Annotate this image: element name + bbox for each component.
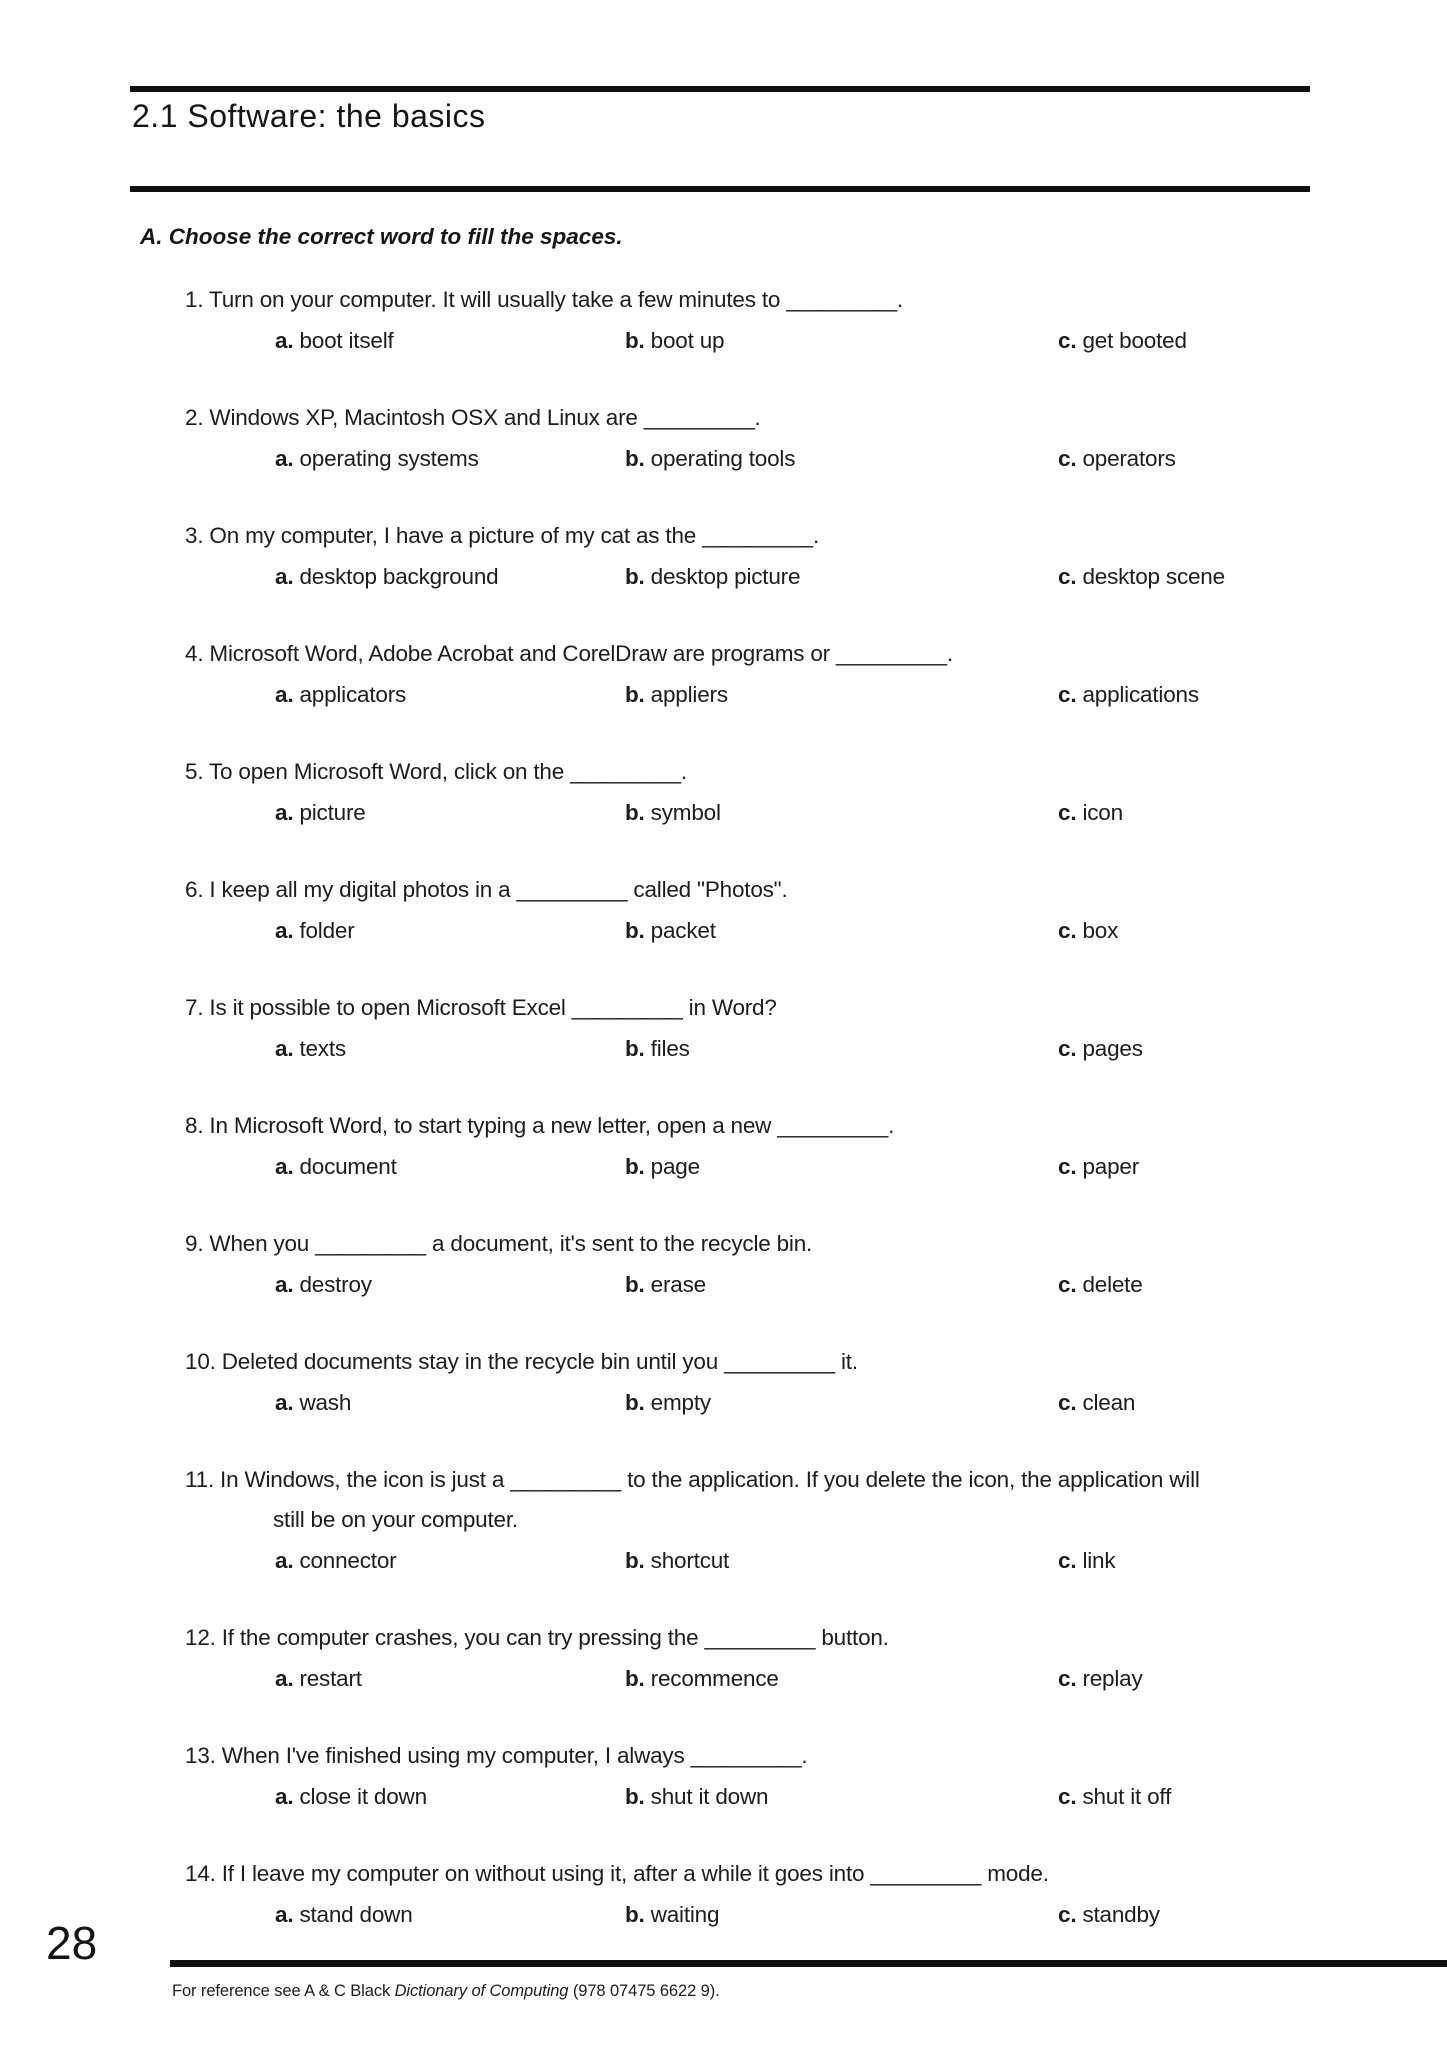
option-c — [1058, 1034, 1143, 1064]
option-b-label: desktop picture — [650, 564, 801, 589]
option-c-label: replay — [1082, 1666, 1143, 1691]
option-a-label: stand down — [299, 1902, 413, 1927]
option-b-letter: b. — [625, 1036, 645, 1061]
question-item — [185, 1229, 1380, 1347]
question-line-1: 3. On my computer, I have a picture of my cat as the _________. — [185, 523, 820, 548]
option-c — [1058, 680, 1199, 710]
option-a-letter: a. — [275, 328, 294, 353]
option-b-letter: b. — [625, 918, 645, 943]
option-b-label: page — [650, 1154, 700, 1179]
bottom-rule — [170, 1960, 1447, 1967]
question-item — [185, 639, 1380, 757]
option-c-letter: c. — [1058, 1390, 1077, 1415]
option-b-letter: b. — [625, 1666, 645, 1691]
option-a-letter: a. — [275, 1036, 294, 1061]
option-c — [1058, 798, 1123, 828]
title-underline-rule — [130, 186, 1310, 192]
option-b — [625, 1900, 719, 1930]
question-line-1: 6. I keep all my digital photos in a _________ called "Photos". — [185, 877, 788, 902]
question-text — [185, 1347, 1380, 1377]
answer-options — [185, 1152, 1380, 1182]
option-c-label: shut it off — [1082, 1784, 1172, 1809]
answer-options — [185, 1270, 1380, 1300]
option-c-label: box — [1082, 918, 1119, 943]
option-c — [1058, 1388, 1135, 1418]
option-b-label: empty — [650, 1390, 711, 1415]
footer-book-title: Dictionary of Computing — [394, 1982, 569, 2000]
option-a — [275, 1034, 346, 1064]
option-a — [275, 1900, 413, 1930]
answer-options — [185, 444, 1380, 474]
option-c-letter: c. — [1058, 328, 1077, 353]
question-text — [185, 639, 1380, 669]
option-a-letter: a. — [275, 1272, 294, 1297]
answer-options — [185, 1782, 1380, 1812]
option-b — [625, 1034, 690, 1064]
option-a-label: applicators — [299, 682, 407, 707]
question-text — [185, 1111, 1380, 1141]
answer-options — [185, 1546, 1380, 1576]
option-b — [625, 916, 716, 946]
footer-text-prefix: For reference see A & C Black — [172, 1982, 395, 2000]
question-line-1: 7. Is it possible to open Microsoft Excel _________ in Word? — [185, 995, 777, 1020]
option-b — [625, 1664, 779, 1694]
question-item — [185, 521, 1380, 639]
option-c-letter: c. — [1058, 918, 1077, 943]
question-text — [185, 757, 1380, 787]
answer-options — [185, 326, 1380, 356]
option-b-label: shortcut — [650, 1548, 730, 1573]
answer-options — [185, 916, 1380, 946]
option-a-letter: a. — [275, 918, 294, 943]
page-title: 2.1 Software: the basics — [132, 98, 486, 134]
question-line-1: 4. Microsoft Word, Adobe Acrobat and CorelDraw are programs or _________. — [185, 641, 953, 666]
option-c-label: pages — [1082, 1036, 1143, 1061]
option-b — [625, 1388, 711, 1418]
question-item — [185, 285, 1380, 403]
option-c-letter: c. — [1058, 446, 1077, 471]
option-a-letter: a. — [275, 564, 294, 589]
question-text — [185, 285, 1380, 315]
question-text — [185, 875, 1380, 905]
question-line-1: 5. To open Microsoft Word, click on the _________. — [185, 759, 687, 784]
answer-options — [185, 1388, 1380, 1418]
option-b-letter: b. — [625, 1272, 645, 1297]
option-b-letter: b. — [625, 800, 645, 825]
option-b-letter: b. — [625, 1390, 645, 1415]
option-a — [275, 444, 479, 474]
option-c — [1058, 916, 1118, 946]
option-a-label: document — [299, 1154, 397, 1179]
option-b — [625, 1546, 729, 1576]
option-a — [275, 1546, 396, 1576]
question-text — [185, 1229, 1380, 1259]
option-a-letter: a. — [275, 1154, 294, 1179]
option-b-label: operating tools — [650, 446, 796, 471]
option-c — [1058, 1664, 1143, 1694]
question-text — [185, 1741, 1380, 1771]
option-a-letter: a. — [275, 1548, 294, 1573]
option-c-label: get booted — [1082, 328, 1187, 353]
option-b — [625, 444, 795, 474]
option-b-label: erase — [650, 1272, 706, 1297]
option-b — [625, 1782, 768, 1812]
option-b-label: packet — [650, 918, 716, 943]
option-c-letter: c. — [1058, 1784, 1077, 1809]
option-a-letter: a. — [275, 446, 294, 471]
option-b — [625, 562, 800, 592]
page-number: 28 — [46, 1917, 98, 1969]
question-line-2: still be on your computer. — [273, 1507, 518, 1532]
answer-options — [185, 680, 1380, 710]
question-line-1: 9. When you _________ a document, it's sent to the recycle bin. — [185, 1231, 813, 1256]
option-a — [275, 680, 406, 710]
answer-options — [185, 798, 1380, 828]
option-c-label: applications — [1082, 682, 1199, 707]
option-c-label: paper — [1082, 1154, 1139, 1179]
option-c — [1058, 444, 1176, 474]
answer-options — [185, 1034, 1380, 1064]
question-text — [185, 1465, 1380, 1535]
question-item — [185, 993, 1380, 1111]
option-b — [625, 1270, 706, 1300]
top-rule — [130, 86, 1310, 92]
question-text — [185, 1623, 1380, 1653]
option-a — [275, 1664, 362, 1694]
option-a-letter: a. — [275, 1666, 294, 1691]
question-item — [185, 1111, 1380, 1229]
option-a — [275, 798, 366, 828]
option-b-label: recommence — [650, 1666, 779, 1691]
option-b-label: files — [650, 1036, 690, 1061]
option-a — [275, 916, 355, 946]
question-item — [185, 403, 1380, 521]
option-b-letter: b. — [625, 1548, 645, 1573]
question-text — [185, 403, 1380, 433]
footer-text-suffix: (978 07475 6622 9). — [568, 1982, 720, 2000]
option-a-label: operating systems — [299, 446, 479, 471]
question-text — [185, 993, 1380, 1023]
section-heading: A. Choose the correct word to fill the spaces. — [140, 224, 623, 249]
option-a-label: close it down — [299, 1784, 427, 1809]
option-a-label: connector — [299, 1548, 397, 1573]
option-a-letter: a. — [275, 1902, 294, 1927]
question-line-1: 12. If the computer crashes, you can try pressing the _________ button. — [185, 1625, 889, 1650]
question-item — [185, 1623, 1380, 1741]
question-line-1: 1. Turn on your computer. It will usually take a few minutes to _________. — [185, 287, 904, 312]
option-a-label: picture — [299, 800, 366, 825]
option-a — [275, 326, 394, 356]
option-c-letter: c. — [1058, 1154, 1077, 1179]
option-c-letter: c. — [1058, 564, 1077, 589]
option-c-letter: c. — [1058, 800, 1077, 825]
question-list — [185, 285, 1380, 1977]
option-c — [1058, 562, 1225, 592]
option-b-letter: b. — [625, 328, 645, 353]
option-c-label: link — [1082, 1548, 1116, 1573]
option-a-letter: a. — [275, 1390, 294, 1415]
option-c — [1058, 1152, 1139, 1182]
option-a — [275, 1782, 427, 1812]
question-line-1: 2. Windows XP, Macintosh OSX and Linux are _________. — [185, 405, 761, 430]
option-b-letter: b. — [625, 446, 645, 471]
question-item — [185, 1347, 1380, 1465]
option-c-letter: c. — [1058, 682, 1077, 707]
option-b-letter: b. — [625, 1784, 645, 1809]
option-c — [1058, 1546, 1115, 1576]
option-b — [625, 680, 728, 710]
answer-options — [185, 1900, 1380, 1930]
option-c-letter: c. — [1058, 1902, 1077, 1927]
question-text — [185, 1859, 1380, 1889]
option-b-letter: b. — [625, 564, 645, 589]
question-line-1: 14. If I leave my computer on without using it, after a while it goes into _________ mode. — [185, 1861, 1049, 1886]
option-c-label: operators — [1082, 446, 1176, 471]
option-b-label: shut it down — [650, 1784, 769, 1809]
question-line-1: 11. In Windows, the icon is just a _________ to the application. If you delete the icon, the application will — [185, 1467, 1200, 1492]
footer-reference — [172, 1982, 720, 2001]
option-c — [1058, 1900, 1160, 1930]
option-a-letter: a. — [275, 682, 294, 707]
option-b — [625, 1152, 700, 1182]
option-a-label: wash — [299, 1390, 352, 1415]
answer-options — [185, 562, 1380, 592]
question-item — [185, 1741, 1380, 1859]
option-a — [275, 1152, 397, 1182]
option-a-label: restart — [299, 1666, 362, 1691]
option-a-letter: a. — [275, 800, 294, 825]
option-c-label: clean — [1082, 1390, 1136, 1415]
option-a — [275, 1270, 372, 1300]
option-b-letter: b. — [625, 1154, 645, 1179]
option-c-letter: c. — [1058, 1036, 1077, 1061]
option-a-label: boot itself — [299, 328, 394, 353]
option-b — [625, 326, 724, 356]
option-b-label: boot up — [650, 328, 725, 353]
option-c-label: icon — [1082, 800, 1123, 825]
question-item — [185, 757, 1380, 875]
option-a-label: folder — [299, 918, 355, 943]
question-text — [185, 521, 1380, 551]
option-c — [1058, 1782, 1171, 1812]
option-c-letter: c. — [1058, 1548, 1077, 1573]
option-c-label: desktop scene — [1082, 564, 1225, 589]
question-item — [185, 1465, 1380, 1623]
option-a-label: destroy — [299, 1272, 372, 1297]
option-b-label: appliers — [650, 682, 728, 707]
option-a-letter: a. — [275, 1784, 294, 1809]
option-b-label: symbol — [650, 800, 721, 825]
question-line-1: 8. In Microsoft Word, to start typing a new letter, open a new _________. — [185, 1113, 895, 1138]
option-c-letter: c. — [1058, 1666, 1077, 1691]
option-b-label: waiting — [650, 1902, 720, 1927]
option-b — [625, 798, 721, 828]
option-a — [275, 562, 498, 592]
option-c-label: standby — [1082, 1902, 1160, 1927]
option-a-label: texts — [299, 1036, 346, 1061]
option-c — [1058, 326, 1187, 356]
option-a-label: desktop background — [299, 564, 499, 589]
question-item — [185, 875, 1380, 993]
option-c — [1058, 1270, 1143, 1300]
option-c-label: delete — [1082, 1272, 1143, 1297]
question-line-1: 13. When I've finished using my computer, I always _________. — [185, 1743, 808, 1768]
option-c-letter: c. — [1058, 1272, 1077, 1297]
option-a — [275, 1388, 351, 1418]
option-b-letter: b. — [625, 1902, 645, 1927]
answer-options — [185, 1664, 1380, 1694]
question-line-1: 10. Deleted documents stay in the recycle bin until you _________ it. — [185, 1349, 858, 1374]
option-b-letter: b. — [625, 682, 645, 707]
